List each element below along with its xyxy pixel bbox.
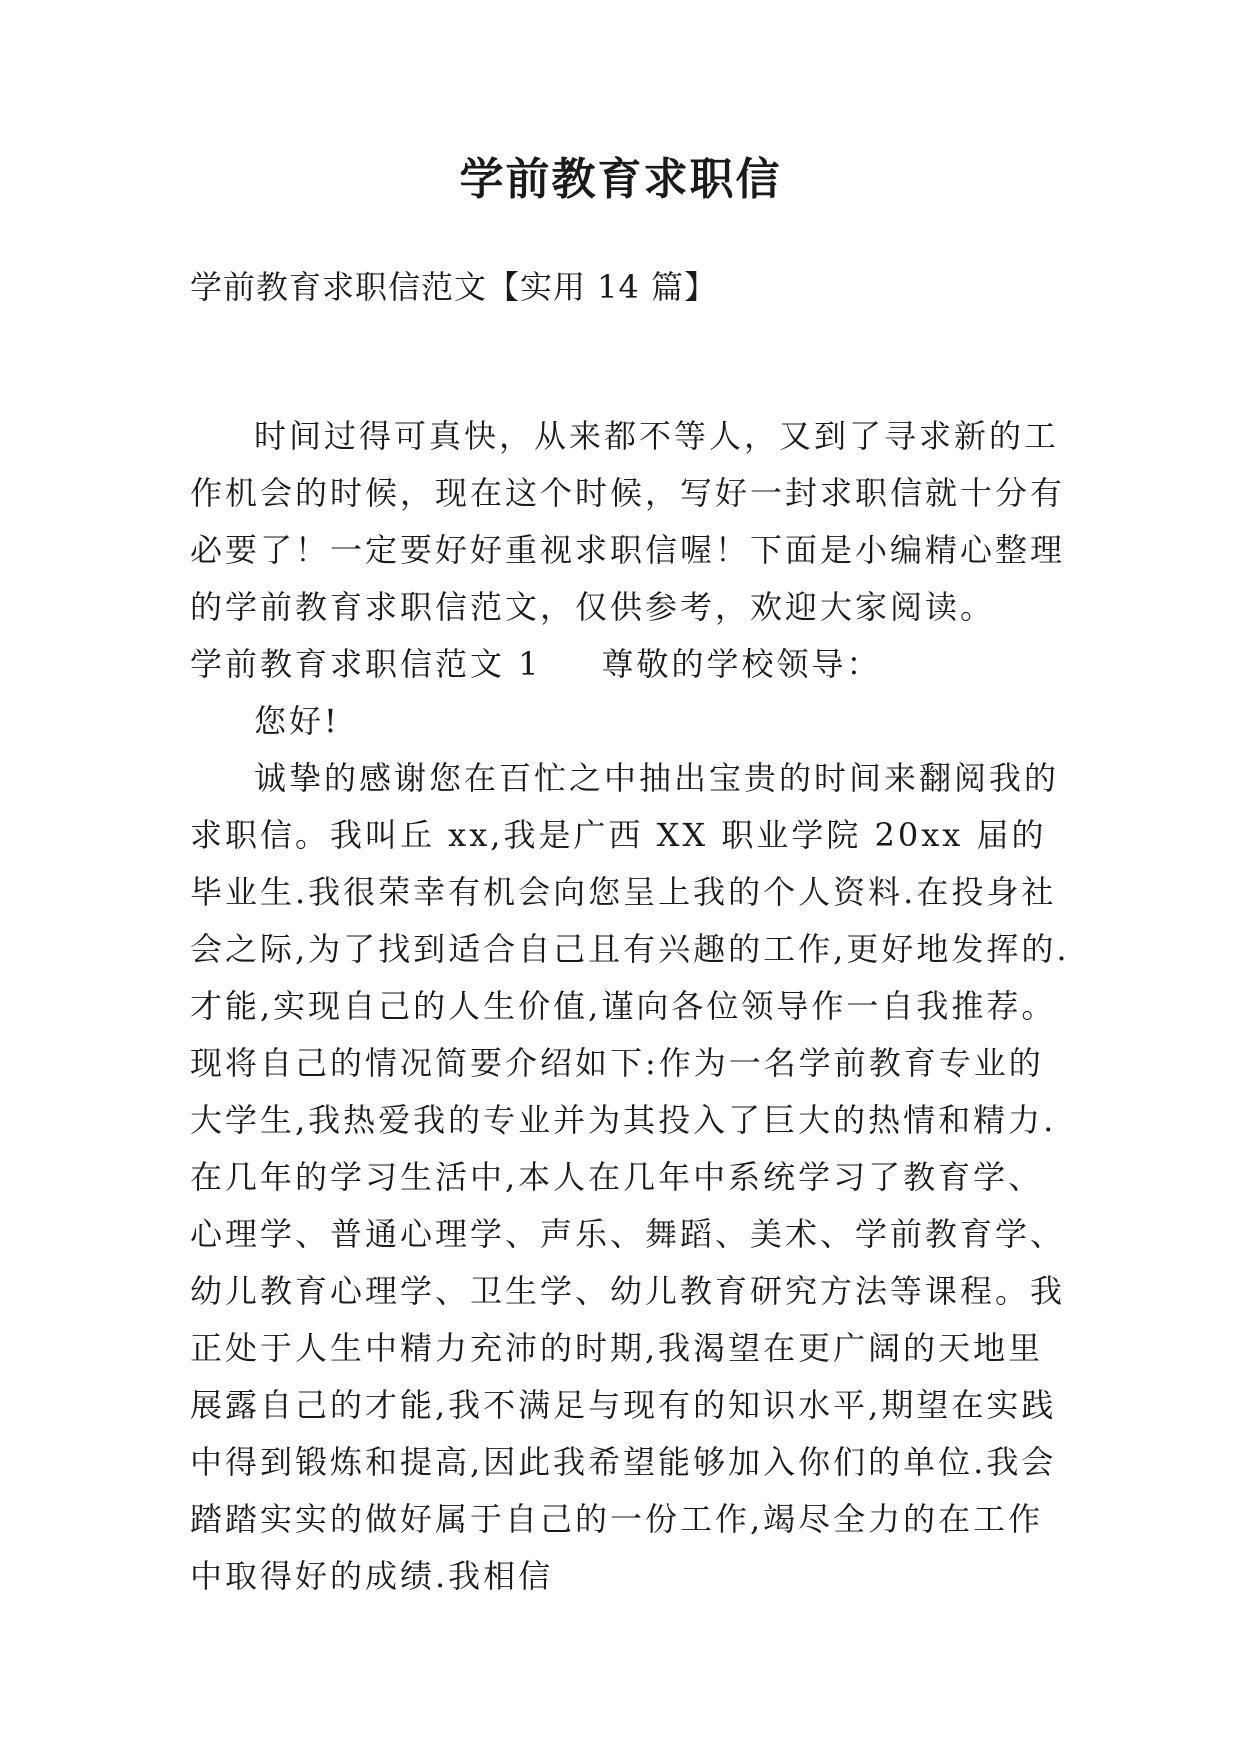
intro-paragraph: 时间过得可真快，从来都不等人，又到了寻求新的工作机会的时候，现在这个时候，写好一封求职信就十分有必要了！一定要好好重视求职信喔！下面是小编精心整理的学前教育求职信范文，仅供参考，欢迎大家阅读。 xyxy=(190,417,1066,626)
document-subtitle: 学前教育求职信范文【实用 14 篇】 xyxy=(190,268,718,306)
section-heading: 学前教育求职信范文 1 xyxy=(190,645,542,683)
greeting: 您好! xyxy=(254,702,340,740)
body-paragraph: 诚挚的感谢您在百忙之中抽出宝贵的时间来翻阅我的求职信。我叫丘 xx,我是广西 XX 职业学院 20xx 届的毕业生.我很荣幸有机会向您呈上我的个人资料.在投身社会之际,为了找到适合自己且有兴趣的工作,更好地发挥的.才能,实现自己的人生价值,谨向各位领导作一自我推荐。现将自己的情况简要介绍如下:作为一名学前教育专业的大学生,我热爱我的专业并为其投入了巨大的热情和精力.在几年的学习生活中,本人在几年中系统学习了教育学、心理学、普通心理学、声乐、舞蹈、美术、学前教育学、幼儿教育心理学、卫生学、幼儿教育研究方法等课程。我正处于人生中精力充沛的时期,我渴望在更广阔的天地里展露自己的才能,我不满足与现有的知识水平,期望在实践中得到锻炼和提高,因此我希望能够加入你们的单位.我会踏踏实实的做好属于自己的一份工作,竭尽全力的在工作中取得好的成绩.我相信 xyxy=(190,759,1070,1595)
salutation: 尊敬的学校领导： xyxy=(601,645,882,683)
section-heading-line xyxy=(190,636,1070,693)
document-body xyxy=(190,408,1070,1605)
document-title: 学前教育求职信 xyxy=(459,154,782,205)
